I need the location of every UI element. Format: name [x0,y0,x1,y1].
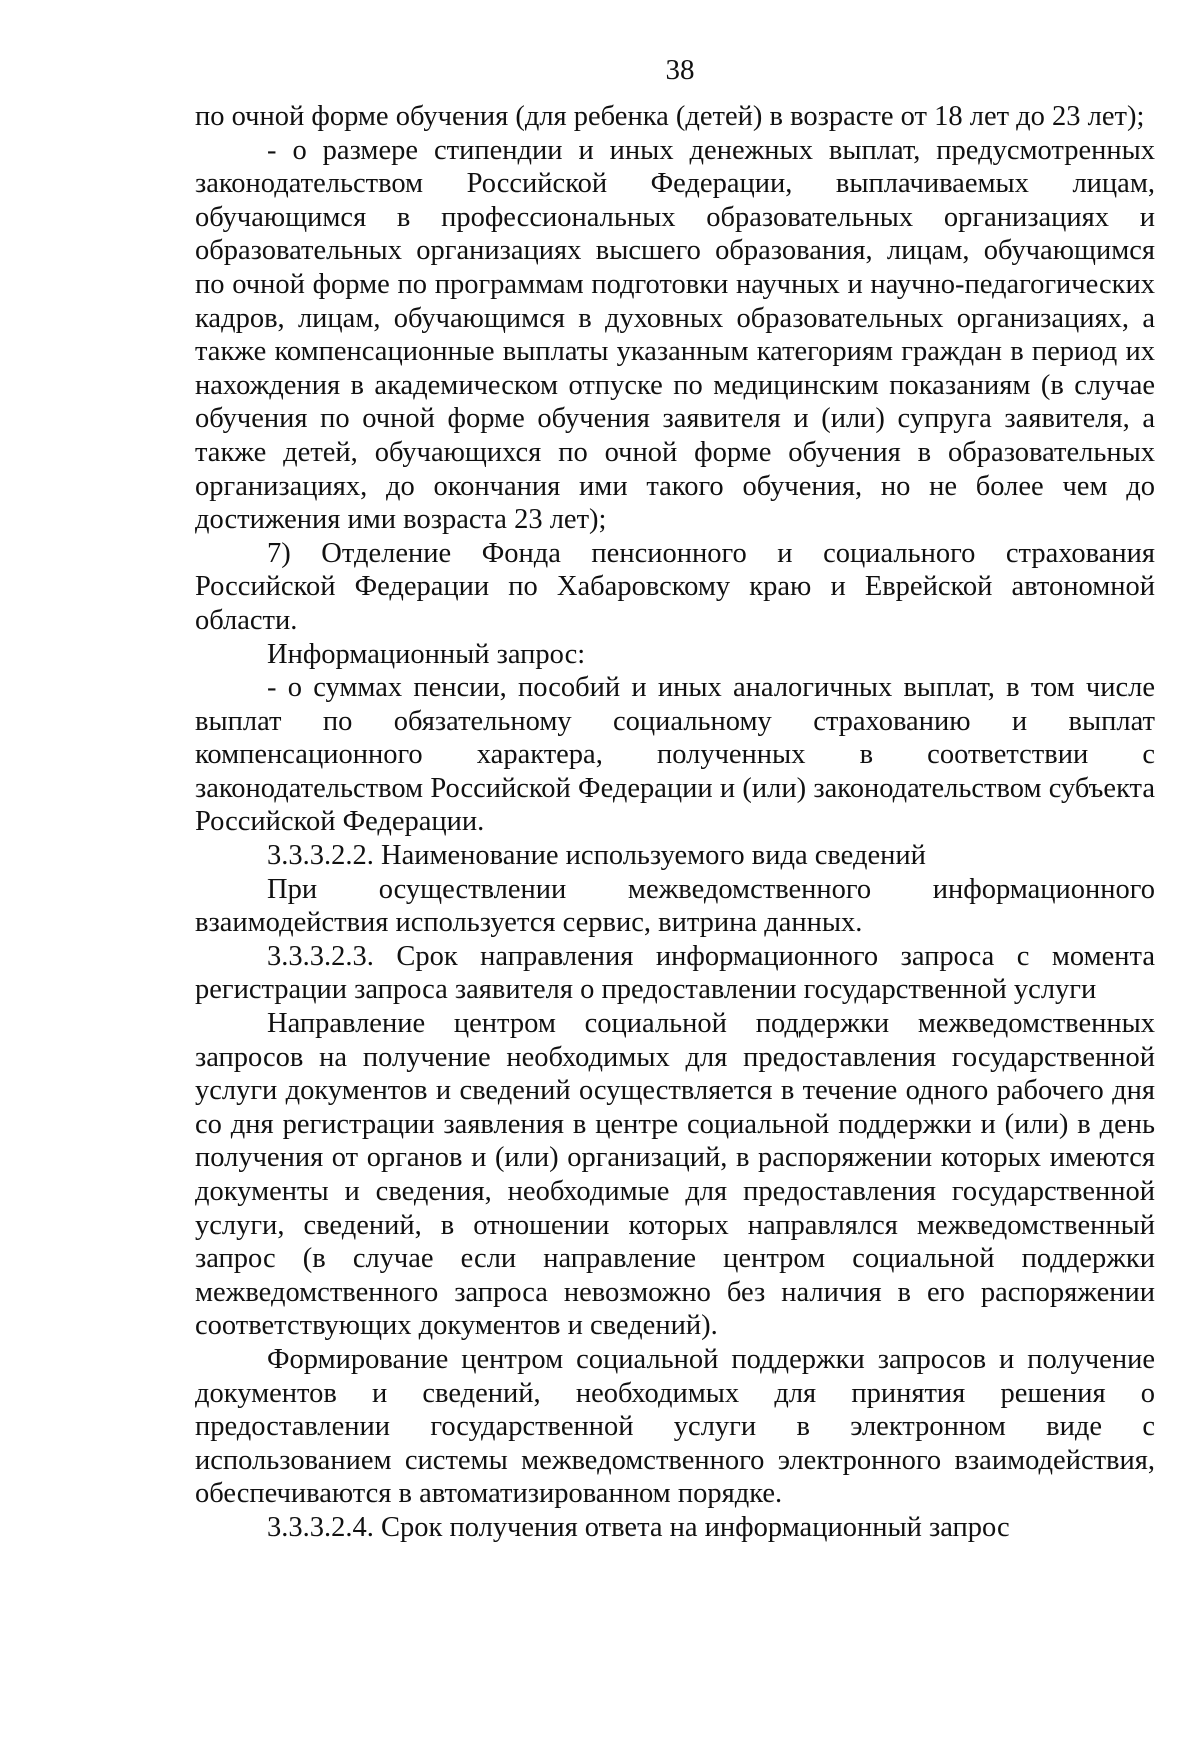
section-heading-3-3-3-2-4: 3.3.3.2.4. Срок получения ответа на информационный запрос [267,1511,1010,1543]
page-number: 38 [665,54,695,86]
paragraph-continuation: по очной форме обучения (для ребенка (детей) в возрасте от 18 лет до 23 лет); [195,101,1145,132]
paragraph-stipend-info: - о размере стипендии и иных денежных выплат, предусмотренных законодательством Российской Федерации, выплачиваемых лицам, обучающимся в профессиональных образовательных организациях и образовательных организациях высшего образования, лицам, обучающимся по очной форме по программам подготовки научных и научно-педагогических кадров, лицам, обучающимся в духовных образовательных организациях, а также компенсационные выплаты указанным категориям граждан в период их нахождения в академическом отпуске по медицинским показаниям (в случае обучения по очной форме обучения заявителя и (или) супруга заявителя, а также детей, обучающихся по очной форме обучения в образовательных организациях, до окончания ими такого обучения, но не более чем до достижения ими возраста 23 лет); [195,134,1155,536]
document-body [195,100,1155,1545]
paragraph-request-direction: Направление центром социальной поддержки межведомственных запросов на получение необходимых для предоставления государственной услуги документов и сведений осуществляется в течение одного рабочего дня со дня регистрации заявления в центре социальной поддержки и (или) в день получения от органов и (или) организаций, в распоряжении которых имеются документы и сведения, необходимые для предоставления государственной услуги, сведений, в отношении которых направлялся межведомственный запрос (в случае если направление центром социальной поддержки межведомственного запроса невозможно без наличия в его распоряжении соответствующих документов и сведений). [195,1008,1155,1342]
paragraph-interaction-service: При осуществлении межведомственного информационного взаимодействия используется сервис, витрина данных. [195,873,1155,939]
section-heading-3-3-3-2-3: 3.3.3.2.3. Срок направления информационного запроса с момента регистрации запроса заявителя о предоставлении государственной услуги [195,940,1155,1006]
paragraph-pension-fund-department: 7) Отделение Фонда пенсионного и социального страхования Российской Федерации по Хабаровскому краю и Еврейской автономной области. [195,537,1155,636]
paragraph-automated-processing: Формирование центром социальной поддержки запросов и получение документов и сведений, необходимых для принятия решения о предоставлении государственной услуги в электронном виде с использованием системы межведомственного электронного взаимодействия, обеспечиваются в автоматизированном порядке. [195,1343,1155,1510]
paragraph-pension-amounts: - о суммах пенсии, пособий и иных аналогичных выплат, в том числе выплат по обязательному социальному страхованию и выплат компенсационного характера, полученных в соответствии с законодательством Российской Федерации и (или) законодательством субъекта Российской Федерации. [195,672,1155,838]
paragraph-information-request-label: Информационный запрос: [267,638,586,670]
section-heading-3-3-3-2-2: 3.3.3.2.2. Наименование используемого вида сведений [267,840,926,872]
